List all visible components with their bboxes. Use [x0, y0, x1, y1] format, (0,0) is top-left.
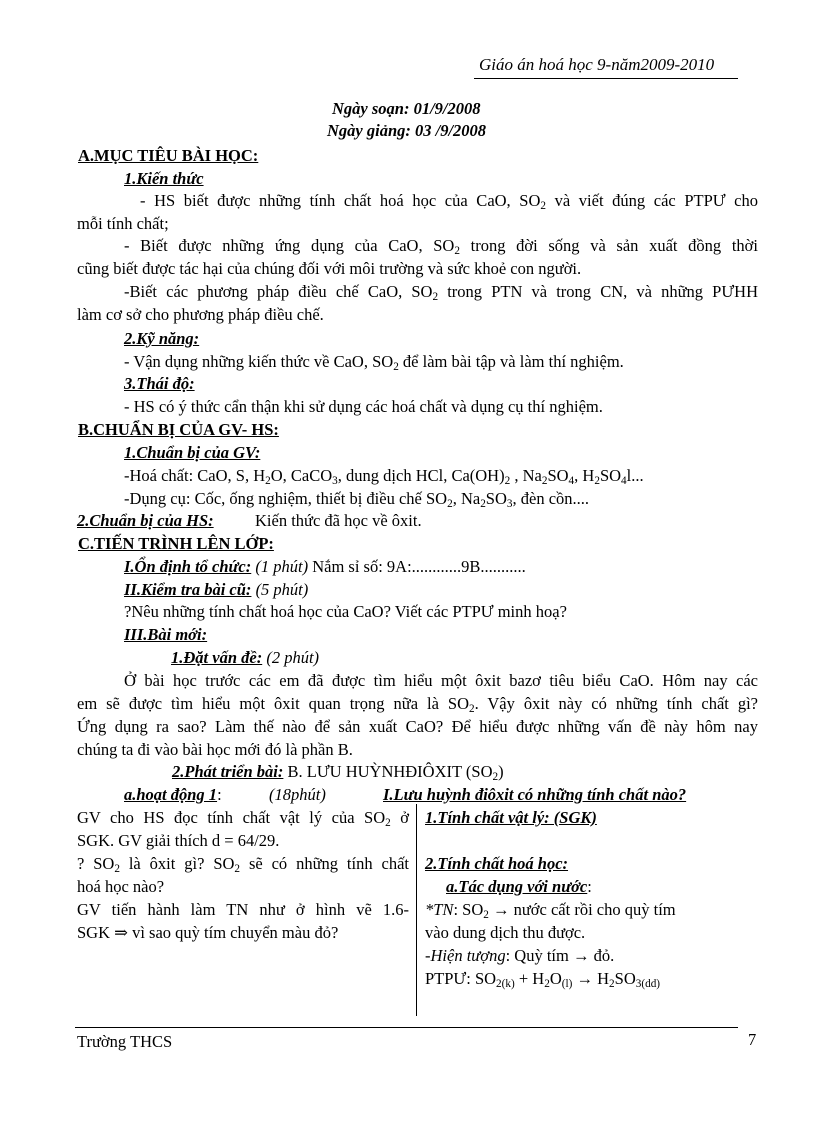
- intro-line-3: Ứng dụng ra sao? Làm thế nào để sản xuất CaO? Để hiểu được những vấn đề này hôm nay: [77, 717, 758, 736]
- section-b-heading: B.CHUẨN BỊ CỦA GV- HS:: [78, 420, 279, 439]
- knowledge-heading: 1.Kiến thức: [124, 169, 204, 188]
- gv-prep-heading: 1.Chuẩn bị của GV:: [124, 443, 261, 462]
- attitude-heading: 3.Thái độ:: [124, 374, 195, 393]
- activity-right-heading: I.Lưu huỳnh điôxit có những tính chất nào?: [383, 785, 687, 804]
- hs-prep-text: Kiến thức đã học về ôxit.: [255, 511, 422, 530]
- column-divider: [416, 804, 417, 1016]
- activity-heading: a.hoạt động 1:: [124, 785, 222, 804]
- left-line-6: SGK ⇒ vì sao quỳ tím chuyển màu đỏ?: [77, 923, 339, 942]
- chemical-properties-heading: 2.Tính chất hoá học:: [425, 854, 569, 873]
- intro-line-2: em sẽ được tìm hiểu một ôxit quan trọng nữa là $SO_2$. Vậy ôxit này có những tính chất gì?: [77, 694, 758, 715]
- water-reaction-heading: a.Tác dụng với nước:: [446, 877, 592, 896]
- section-a-heading: A.MỤC TIÊU BÀI HỌC:: [78, 146, 259, 165]
- phenomenon-line: -Hiện tượng: Quỳ tím → đỏ.: [425, 946, 615, 965]
- experiment-line-2: vào dung dịch thu được.: [425, 923, 586, 942]
- check-question: ?Nêu những tính chất hoá học của CaO? Viết các PTPƯ minh hoạ?: [124, 602, 567, 621]
- header-rule: [474, 78, 738, 79]
- left-line-2: SGK. GV giải thích d = 64/29.: [77, 831, 280, 850]
- left-line-1: GV cho HS đọc tính chất vật lý của $SO_2$ ở: [77, 808, 410, 829]
- left-line-4: hoá học nào?: [77, 877, 165, 896]
- intro-heading-line: 1.Đặt vấn đề: (2 phút): [171, 648, 320, 667]
- intro-line-4: chúng ta đi vào bài học mới đó là phần B.: [77, 740, 353, 759]
- date-prepared: Ngày soạn: 01/9/2008: [332, 99, 481, 118]
- check-line: II.Kiểm tra bài cũ: (5 phút): [124, 580, 309, 599]
- knowledge-line-3b: làm cơ sở cho phương pháp điều chế.: [77, 305, 324, 324]
- footer-school: Trường THCS: [77, 1032, 173, 1051]
- header-title: Giáo án hoá học 9-năm2009-2010: [479, 55, 715, 74]
- left-line-3: ? $SO_2$ là ôxit gì? $SO_2$ sẽ có những tính chất: [77, 854, 409, 875]
- experiment-line: *TN: $SO_2$ → nước cất rồi cho quỳ tím: [425, 900, 676, 921]
- page-number: 7: [748, 1030, 757, 1049]
- activity-time: (18phút): [269, 785, 326, 804]
- chemicals-line: -Hoá chất: CaO, S, $H_2O$, CaCO$_3$, dung dịch HCl, $Ca(OH)_2$ , $Na_2SO_4$, $H_2SO_4l$...: [124, 466, 644, 487]
- knowledge-line-1: - HS biết được những tính chất hoá học của CaO, $SO_2$ và viết đúng các PTPƯ cho: [140, 191, 759, 212]
- knowledge-line-2b: cũng biết được tác hại của chúng đối với môi trường và sức khoẻ con người.: [77, 259, 582, 278]
- equation-line: PTPƯ: $SO_{2(k)} + H_2O_{(l)} \to H_2SO_{3(dd)}$: [425, 969, 661, 990]
- intro-line-1: Ở bài học trước các em đã được tìm hiểu một ôxit bazơ tiêu biểu CaO. Hôm nay các: [124, 671, 758, 690]
- date-taught: Ngày giảng: 03 /9/2008: [327, 121, 487, 140]
- skills-heading: 2.Kỹ năng:: [124, 329, 200, 348]
- section-c-heading: C.TIẾN TRÌNH LÊN LỚP:: [78, 534, 274, 553]
- physical-properties-heading: 1.Tính chất vật lý: (SGK): [425, 808, 597, 827]
- footer-rule: [75, 1027, 738, 1028]
- skills-line: - Vận dụng những kiến thức về CaO, $SO_2$ để làm bài tập và làm thí nghiệm.: [124, 352, 624, 373]
- knowledge-line-1b: mỗi tính chất;: [77, 214, 169, 233]
- knowledge-line-3: -Biết các phương pháp điều chế CaO, $SO_2$ trong PTN và trong CN, và những PƯHH: [124, 282, 758, 303]
- attitude-line: - HS có ý thức cẩn thận khi sử dụng các hoá chất và dụng cụ thí nghiệm.: [124, 397, 603, 416]
- left-line-5: GV tiến hành làm TN như ở hình vẽ 1.6-: [77, 900, 409, 919]
- new-lesson-heading: III.Bài mới:: [124, 625, 208, 644]
- tools-line: -Dụng cụ: Cốc, ống nghiệm, thiết bị điều chế $SO_2$, $Na_2SO_3$, đèn cồn....: [124, 489, 590, 510]
- knowledge-line-2: - Biết được những ứng dụng của CaO, $SO_2$ trong đời sống và sản xuất đồng thời: [124, 236, 758, 257]
- org-line: I.Ổn định tổ chức: (1 phút) Nắm sỉ số: 9A:............9B...........: [124, 557, 526, 576]
- development-line: 2.Phát triển bài: B. LƯU HUỲNHĐIÔXIT $(SO_2)$: [172, 762, 504, 783]
- hs-prep-heading: 2.Chuẩn bị của HS:: [77, 511, 214, 530]
